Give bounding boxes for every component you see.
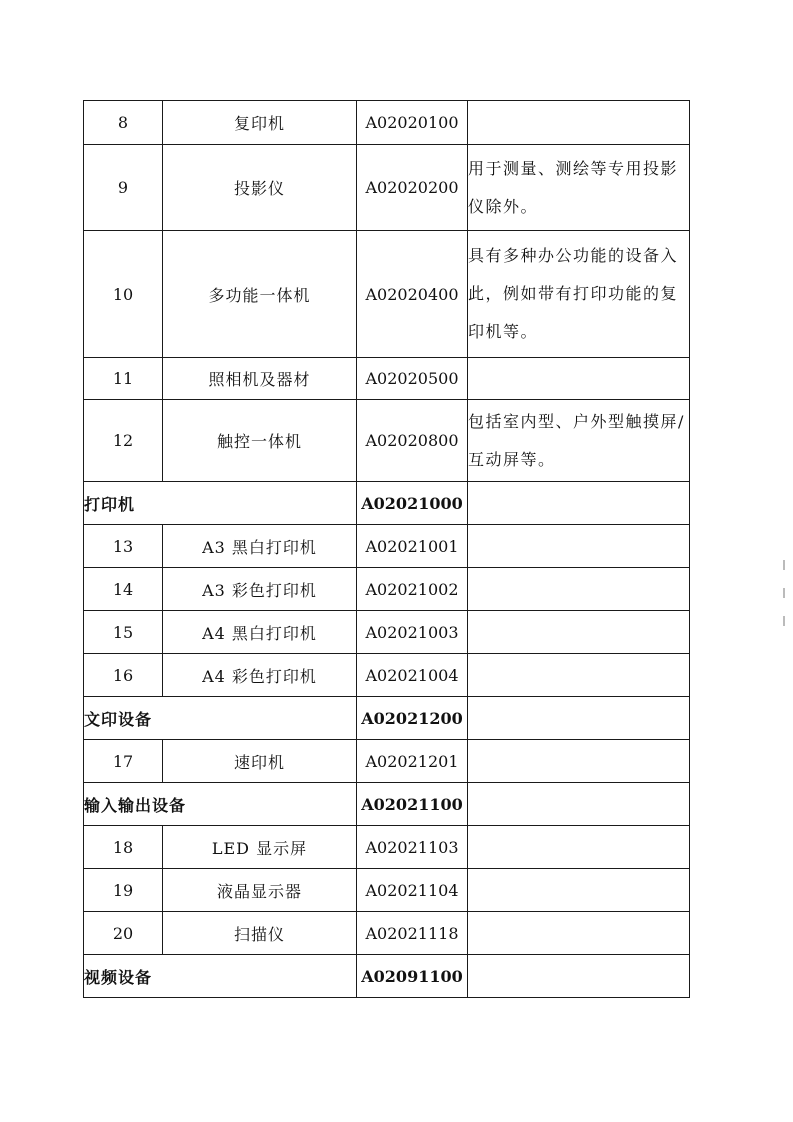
category-row [84,482,690,525]
note-cell [468,358,690,400]
table-row [84,358,690,400]
row-number-cell: 9 [84,145,163,231]
item-code-cell: A02021118 [357,912,468,955]
row-number-cell: 19 [84,869,163,912]
equipment-catalog-table [83,100,690,998]
table-row [84,654,690,697]
note-cell [468,611,690,654]
category-code-cell: A02021000 [357,482,468,525]
note-cell [468,826,690,869]
item-name-cell: 速印机 [163,740,357,783]
note-cell [468,783,690,826]
note-cell [468,740,690,783]
item-code-cell: A02020800 [357,400,468,482]
category-name-cell: 视频设备 [84,955,357,998]
table-row [84,912,690,955]
note-cell [468,482,690,525]
note-cell [468,525,690,568]
note-cell [468,654,690,697]
note-cell [468,869,690,912]
table-row [84,740,690,783]
row-number-cell: 18 [84,826,163,869]
row-number-cell: 13 [84,525,163,568]
note-cell: 具有多种办公功能的设备入此，例如带有打印功能的复印机等。 [468,231,690,358]
scan-edge-marks [783,560,786,640]
table-row [84,568,690,611]
category-name-cell: 打印机 [84,482,357,525]
table-row [84,231,690,358]
row-number-cell: 15 [84,611,163,654]
item-code-cell: A02021001 [357,525,468,568]
row-number-cell: 8 [84,101,163,145]
note-cell: 包括室内型、户外型触摸屏/互动屏等。 [468,400,690,482]
table-row [84,400,690,482]
note-cell [468,568,690,611]
category-code-cell: A02021200 [357,697,468,740]
item-code-cell: A02021004 [357,654,468,697]
item-code-cell: A02021003 [357,611,468,654]
category-name-cell: 文印设备 [84,697,357,740]
category-row [84,697,690,740]
item-name-cell: LED 显示屏 [163,826,357,869]
row-number-cell: 10 [84,231,163,358]
item-name-cell: 照相机及器材 [163,358,357,400]
row-number-cell: 16 [84,654,163,697]
item-name-cell: 扫描仪 [163,912,357,955]
category-code-cell: A02091100 [357,955,468,998]
note-cell [468,955,690,998]
row-number-cell: 11 [84,358,163,400]
item-code-cell: A02021002 [357,568,468,611]
row-number-cell: 20 [84,912,163,955]
row-number-cell: 14 [84,568,163,611]
table-row [84,101,690,145]
table-row [84,826,690,869]
item-code-cell: A02021201 [357,740,468,783]
item-code-cell: A02020500 [357,358,468,400]
note-cell: 用于测量、测绘等专用投影仪除外。 [468,145,690,231]
table-row [84,145,690,231]
item-name-cell: 多功能一体机 [163,231,357,358]
item-name-cell: 投影仪 [163,145,357,231]
note-cell [468,912,690,955]
note-cell [468,101,690,145]
item-name-cell: A4 黑白打印机 [163,611,357,654]
catalog-body [84,101,690,998]
item-code-cell: A02020400 [357,231,468,358]
table-row [84,611,690,654]
item-code-cell: A02021103 [357,826,468,869]
item-code-cell: A02020100 [357,101,468,145]
item-name-cell: 液晶显示器 [163,869,357,912]
category-row [84,783,690,826]
row-number-cell: 12 [84,400,163,482]
note-cell [468,697,690,740]
table-row [84,525,690,568]
item-name-cell: A3 彩色打印机 [163,568,357,611]
item-name-cell: 复印机 [163,101,357,145]
item-code-cell: A02020200 [357,145,468,231]
item-code-cell: A02021104 [357,869,468,912]
category-row [84,955,690,998]
table-row [84,869,690,912]
row-number-cell: 17 [84,740,163,783]
item-name-cell: 触控一体机 [163,400,357,482]
category-code-cell: A02021100 [357,783,468,826]
item-name-cell: A4 彩色打印机 [163,654,357,697]
category-name-cell: 输入输出设备 [84,783,357,826]
item-name-cell: A3 黑白打印机 [163,525,357,568]
